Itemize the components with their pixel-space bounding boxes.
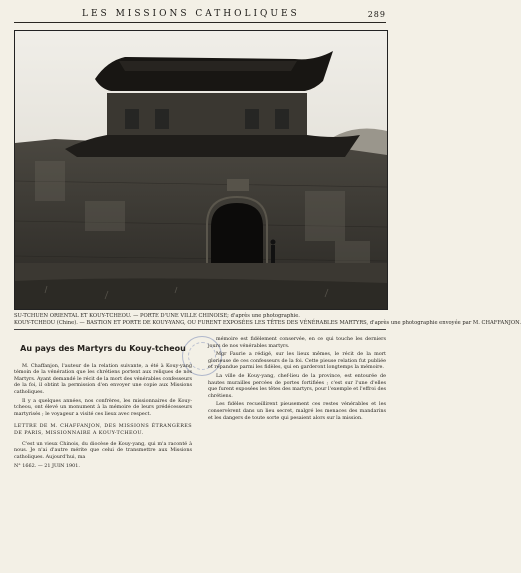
gate-photograph-illustration bbox=[15, 31, 387, 309]
right-paragraph-4: Les fidèles recueillirent pieusement ces restes vénérables et les conservèrent dans un lieu secret, malgré les menaces des mandarins et les dangers de toute sorte qui pesaient alors sur la mission. bbox=[208, 401, 386, 421]
right-paragraph-3: La ville de Kouy-yang, chef-lieu de la province, est entourée de hautes murailles percées de portes fortifiées ; c'est sur l'une d'elles que furent exposées les têtes des martyrs, pour l'exemple et l'effroi des chrétiens. bbox=[208, 372, 386, 399]
document-page bbox=[14, 6, 521, 566]
left-paragraph-2: Il y a quelques années, nos confrères, les missionnaires de Kouy-tcheou, ont élevé un monument à la mémoire de leurs prédécesseurs martyrisés ; le voyageur a visité ces lieux avec respect. bbox=[14, 397, 192, 417]
letter-heading: LETTRE DE M. CHAFFANJON, DES MISSIONS ÉTRANGÈRES DE PARIS, MISSIONNAIRE A KOUY-TCHEOU. bbox=[14, 423, 192, 436]
page-number: 289 bbox=[367, 9, 386, 19]
figure-caption-line-1: SU-TCHUEN ORIENTAL ET KOUY-TCHEOU. — PORTE D'UNE VILLE CHINOISE; d'après une photographie. bbox=[14, 313, 300, 319]
running-title: LES MISSIONS CATHOLIQUES bbox=[82, 9, 300, 19]
running-header bbox=[14, 6, 386, 23]
left-closing-paragraph: C'est un vieux Chinois, du diocèse de Kouy-yang, qui m'a raconté à nous. Je n'ai d'autre mérite que celui de transmettre aux Missions catholiques. Aujourd'hui, ma bbox=[14, 440, 192, 460]
article-title: Au pays des Martyrs du Kouy-tcheou bbox=[20, 344, 186, 353]
right-paragraph-2: Mgr Faurie a rédigé, sur les lieux mêmes, le récit de la mort glorieuse de ces confesseurs de la foi. Cette pieuse relation fut publiée et répandue parmi les fidèles, qui en garderont longtemps la mémoire. bbox=[208, 351, 386, 371]
right-paragraph-1: mémoire est fidèlement conservée, en ce qui touche les derniers jours de nos vénérables martyrs. bbox=[208, 336, 386, 349]
left-paragraph-1: M. Chaffanjon, l'auteur de la relation suivante, a été à Kouy-yang témoin de la vénération que les chrétiens portent aux reliques de nos Martyrs. Ayant demandé le récit de la mort des vénérables confesseurs de la foi, il obtint la permission d'en envoyer une copie aux Missions catholiques. bbox=[14, 362, 192, 395]
caption-divider bbox=[14, 329, 386, 330]
gate-photograph bbox=[14, 30, 388, 310]
figure-caption-line-2: KOUY-TCHEOU (Chine). — BASTION ET PORTE DE KOUY-YANG, OU FURENT EXPOSÉES LES TÊTES DES VÉNÉRABLES MARTYRS, d'après une photographie envoyée par M. CHAFFANJON. bbox=[14, 320, 521, 326]
issue-footer-note: N° 1662. — 21 JUIN 1901. bbox=[14, 463, 80, 470]
right-column bbox=[208, 336, 386, 423]
left-column bbox=[14, 336, 192, 470]
